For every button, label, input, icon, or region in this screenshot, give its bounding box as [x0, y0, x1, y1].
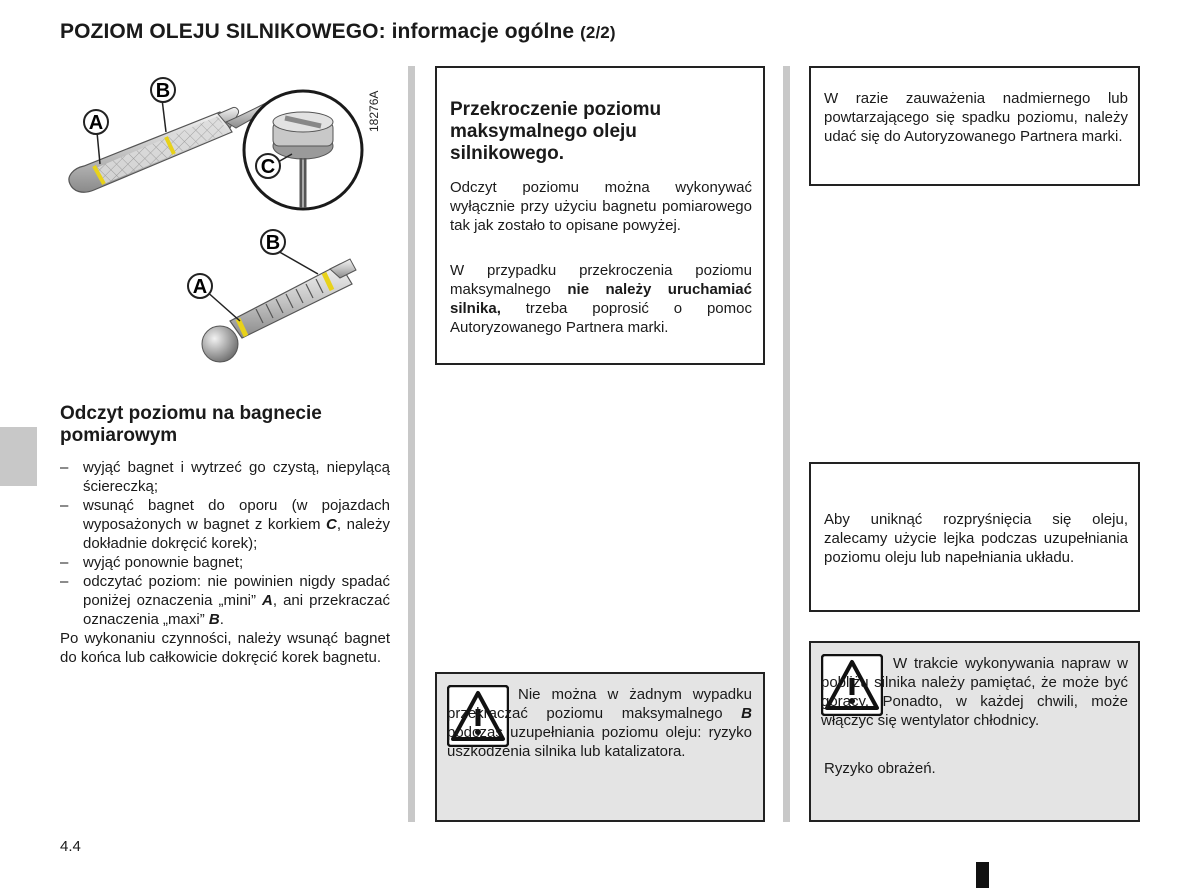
label-a1: A [88, 112, 104, 134]
step-text: , należy dokładnie dokręcić korek); [83, 516, 391, 552]
exceed-text: trzeba poprosić o pomoc Autoryzowanego Partnera marki. [450, 300, 752, 336]
page-number: 4.4 [60, 838, 81, 855]
exceed-heading: Przekroczenie poziomu maksymalnego oleju silnikowego. [450, 99, 662, 164]
list-item [60, 458, 390, 496]
dipstick-cap-detail [244, 91, 362, 209]
list-item [60, 572, 390, 629]
key-letter: C [326, 516, 337, 533]
tip-text: Aby uniknąć rozpryśnięcia się oleju, zalecamy użycie lejka podczas uzupełniania poziomu oleju lub napełniania układu. [824, 511, 1128, 566]
info-text: W razie zauważenia nadmiernego lub powtarzającego się spadku poziomu, należy udać się do Autoryzowanego Partnera marki. [824, 90, 1128, 145]
title-sub: informacje ogólne [391, 20, 575, 43]
warning-risk-text: Ryzyko obrażeń. [824, 760, 936, 777]
label-b1: B [155, 80, 171, 102]
warning-text-2: W trakcie wykonywania napraw w pobliżu silnika należy pamiętać, że może być gorący. Ponadto, w każdej chwili, może włączyć się wentylator chłodnicy. [821, 655, 1128, 729]
exceed-level-box [435, 66, 765, 365]
dipstick-steps-list [60, 458, 390, 629]
exceed-paragraph-2 [450, 261, 752, 337]
dipstick-illustration [60, 62, 400, 372]
step-text: wyjąć bagnet i wytrzeć go czystą, niepylącą ściereczką; [83, 459, 390, 495]
info-box-oil-loss [809, 66, 1140, 186]
step-text: odczytać poziom: nie powinien nigdy spadać poniżej oznaczenia „mini” [83, 573, 390, 609]
middle-blank-area [435, 366, 765, 671]
list-item [60, 496, 390, 553]
key-letter: B [741, 705, 752, 722]
dipstick-ball-end [202, 259, 356, 362]
exceed-paragraph-1: Odczyt poziomu można wykonywać wyłącznie przy użyciu bagnetu pomiarowego tak jak zostało to opisane powyżej. [450, 179, 752, 234]
step-text: . [219, 611, 224, 628]
chapter-tab [0, 427, 37, 486]
after-procedure-note: Po wykonaniu czynności, należy wsunąć bagnet do końca lub całkowicie dokręcić korek bagnetu. [60, 630, 390, 666]
page-edge-mark [976, 862, 989, 888]
title-page-indicator: (2/2) [580, 23, 616, 42]
list-item [60, 553, 390, 572]
warning-text-1 [447, 685, 752, 761]
exceed-bold-text: nie należy uruchamiać silnika, [450, 281, 752, 317]
label-a2: A [192, 276, 208, 298]
warning-text: Nie można w żadnym wypadku przekraczać poziomu maksymalnego [447, 686, 752, 722]
figure-code-text: 18276A [367, 90, 381, 132]
label-c: C [260, 156, 276, 178]
exceed-text: W przypadku przekroczenia poziomu maksymalnego [450, 262, 752, 298]
step-text: wsunąć bagnet do oporu (w pojazdach wyposażonych w bagnet z korkiem [83, 497, 390, 533]
warning-box-hot-engine [809, 641, 1140, 822]
section-heading-dipstick-reading: Odczyt poziomu na bagnecie pomiarowym [60, 403, 322, 446]
key-letter: B [208, 611, 220, 628]
step-text: wyjąć ponownie bagnet; [83, 554, 244, 571]
label-b2: B [265, 232, 281, 254]
warning-text: podczas uzupełniania poziomu oleju: ryzyko uszkodzenia silnika lub katalizatora. [447, 724, 752, 760]
key-letter: A [262, 592, 273, 609]
column-separator-left [408, 66, 415, 822]
page-title [60, 20, 616, 44]
column-separator-right [783, 66, 790, 822]
figure-code [362, 66, 388, 136]
step-text: , ani przekraczać oznaczenia „maxi” [83, 592, 391, 628]
title-main: POZIOM OLEJU SILNIKOWEGO: [60, 20, 386, 43]
tip-box-funnel [809, 462, 1140, 612]
warning-box-max-level [435, 672, 765, 822]
